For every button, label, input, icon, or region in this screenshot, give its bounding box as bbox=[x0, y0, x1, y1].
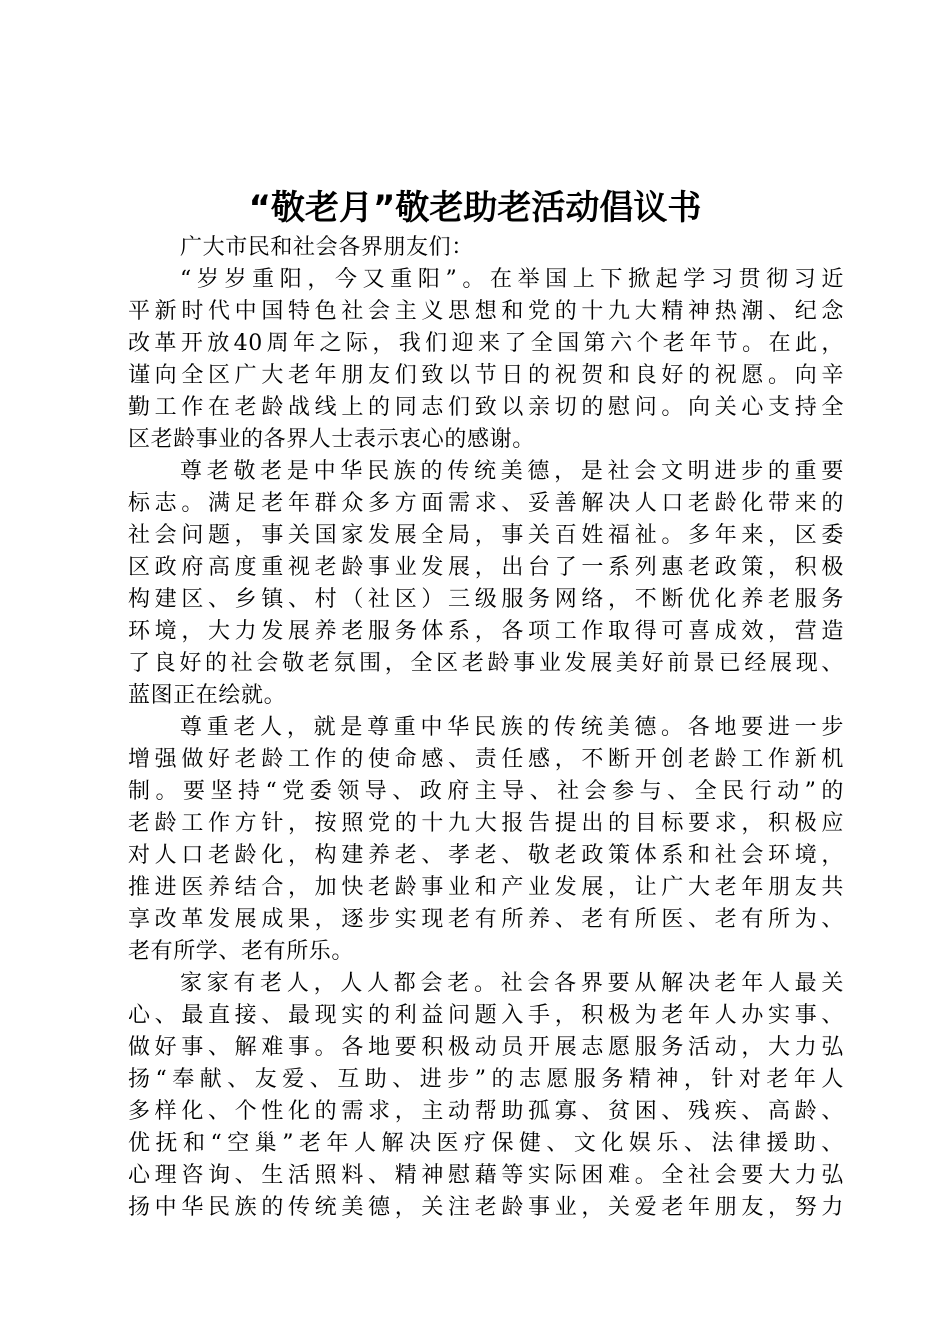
paragraph-line: 制。要坚持“党委领导、政府主导、社会参与、全民行动”的 bbox=[128, 779, 844, 804]
paragraph-line: 对人口老龄化，构建养老、孝老、敬老政策体系和社会环境， bbox=[128, 843, 844, 868]
paragraph-line: 尊老敬老是中华民族的传统美德，是社会文明进步的重要 bbox=[180, 459, 844, 484]
paragraph-line: 做好事、解难事。各地要积极动员开展志愿服务活动，大力弘 bbox=[128, 1035, 844, 1060]
paragraph-line: 老龄工作方针，按照党的十九大报告提出的目标要求，积极应 bbox=[128, 811, 844, 836]
paragraph-line: 标志。满足老年群众多方面需求、妥善解决人口老龄化带来的 bbox=[128, 491, 844, 516]
paragraph-line: 蓝图正在绘就。 bbox=[128, 683, 287, 708]
paragraph-line: 扬“奉献、友爱、互助、进步”的志愿服务精神，针对老年人 bbox=[128, 1067, 844, 1092]
paragraph-line: 社会问题，事关国家发展全局，事关百姓福祉。多年来，区委 bbox=[128, 523, 844, 548]
paragraph-line: 了良好的社会敬老氛围，全区老龄事业发展美好前景已经展现、 bbox=[128, 651, 844, 676]
paragraph-line: 改革开放40周年之际，我们迎来了全国第六个老年节。在此， bbox=[128, 331, 844, 356]
paragraph-line: 心、最直接、最现实的利益问题入手，积极为老年人办实事、 bbox=[128, 1003, 844, 1028]
paragraph-line: 尊重老人，就是尊重中华民族的传统美德。各地要进一步 bbox=[180, 715, 844, 740]
paragraph-1 bbox=[128, 264, 844, 456]
paragraph-line: 家家有老人，人人都会老。社会各界要从解决老年人最关 bbox=[180, 971, 844, 996]
paragraph-line: 构建区、乡镇、村（社区）三级服务网络，不断优化养老服务 bbox=[128, 587, 844, 612]
document-body bbox=[128, 232, 844, 1224]
paragraph-line: 老有所学、老有所乐。 bbox=[128, 939, 355, 964]
paragraph-line: 区老龄事业的各界人士表示衷心的感谢。 bbox=[128, 427, 535, 452]
paragraph-line: 扬中华民族的传统美德，关注老龄事业，关爱老年朋友，努力 bbox=[128, 1195, 844, 1220]
greeting-line: 广大市民和社会各界朋友们： bbox=[180, 235, 474, 260]
paragraph-line: 区政府高度重视老龄事业发展，出台了一系列惠老政策，积极 bbox=[128, 555, 844, 580]
paragraph-line: 多样化、个性化的需求，主动帮助孤寡、贫困、残疾、高龄、 bbox=[128, 1099, 844, 1124]
paragraph-line: 平新时代中国特色社会主义思想和党的十九大精神热潮、纪念 bbox=[128, 299, 844, 324]
paragraph-line: 优抚和“空巢”老年人解决医疗保健、文化娱乐、法律援助、 bbox=[128, 1131, 844, 1156]
paragraph-line: 增强做好老龄工作的使命感、责任感，不断开创老龄工作新机 bbox=[128, 747, 844, 772]
paragraph-line: 谨向全区广大老年朋友们致以节日的祝贺和良好的祝愿。向辛 bbox=[128, 363, 844, 388]
document-title: “敬老月”敬老助老活动倡议书 bbox=[248, 188, 702, 228]
paragraph-2 bbox=[128, 456, 844, 712]
paragraph-4 bbox=[128, 968, 844, 1224]
paragraph-line: 环境，大力发展养老服务体系，各项工作取得可喜成效，营造 bbox=[128, 619, 844, 644]
paragraph-line: “岁岁重阳，今又重阳”。在举国上下掀起学习贯彻习近 bbox=[180, 267, 844, 292]
paragraph-line: 勤工作在老龄战线上的同志们致以亲切的慰问。向关心支持全 bbox=[128, 395, 844, 420]
paragraph-3 bbox=[128, 712, 844, 968]
paragraph-line: 享改革发展成果，逐步实现老有所养、老有所医、老有所为、 bbox=[128, 907, 844, 932]
paragraph-line: 推进医养结合，加快老龄事业和产业发展，让广大老年朋友共 bbox=[128, 875, 844, 900]
paragraph-line: 心理咨询、生活照料、精神慰藉等实际困难。全社会要大力弘 bbox=[128, 1163, 844, 1188]
